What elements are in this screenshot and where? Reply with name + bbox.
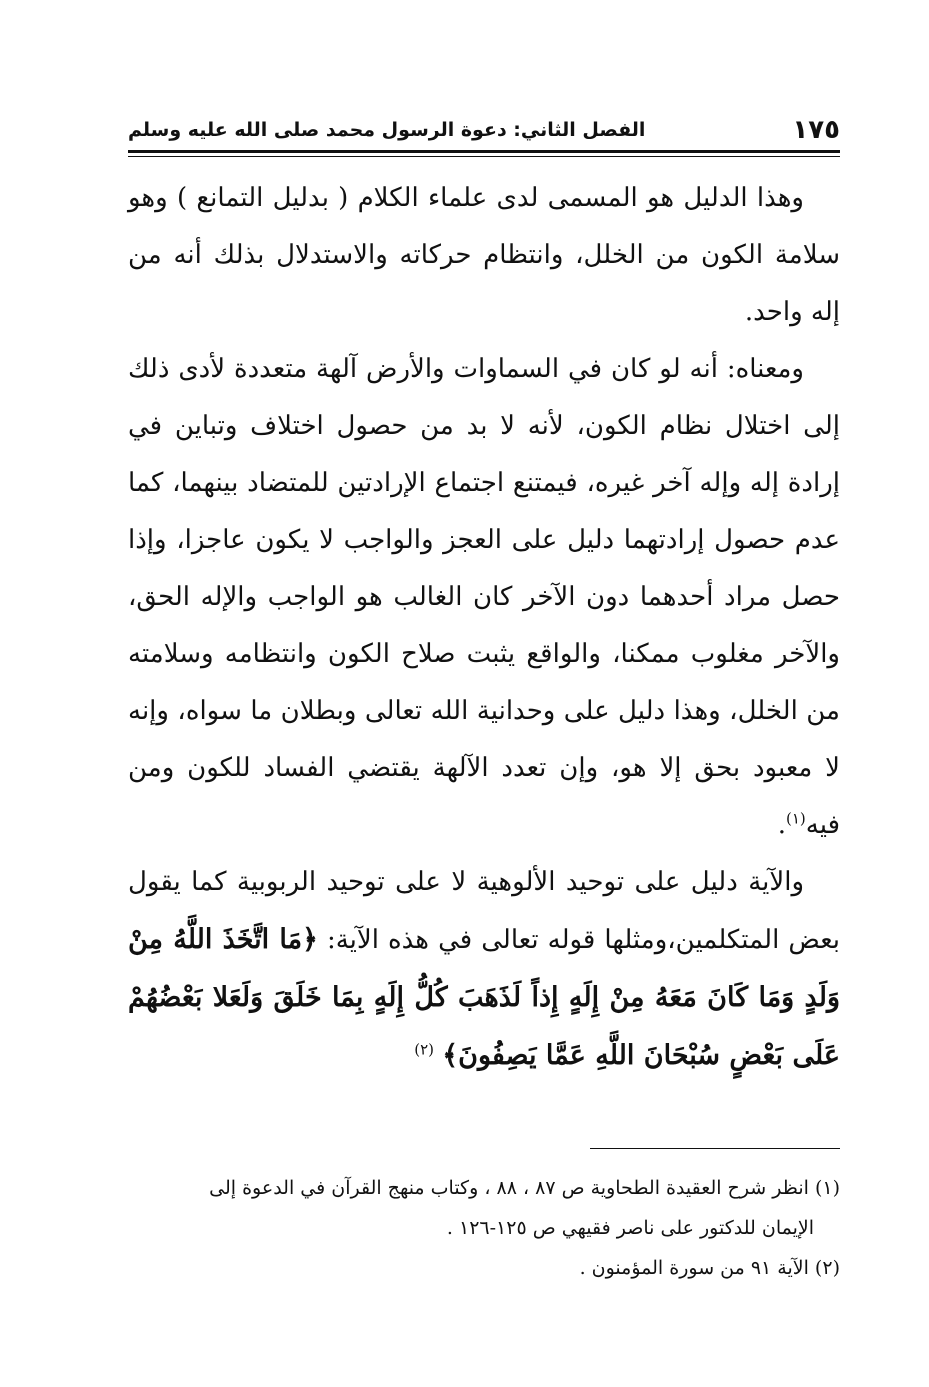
footnote-1-line-2: الإيمان للدكتور على ناصر فقيهي ص ١٢٥-١٢٦ .: [446, 1217, 814, 1239]
running-title: الفصل الثاني: دعوة الرسول محمد صلى الله عليه وسلم: [128, 119, 646, 141]
page-number: ١٧٥: [792, 115, 840, 145]
paragraph-2: [128, 341, 840, 854]
paragraph-3-text: والآية دليل على توحيد الألوهية لا على توحيد الربوبية كما يقول بعض المتكلمين،ومثلها قوله تعالى في هذه الآية:: [128, 867, 841, 955]
paragraph-3: [128, 854, 840, 1085]
main-text: [128, 170, 840, 1085]
footnote-1-line-1: (١) انظر شرح العقيدة الطحاوية ص ٨٧ ، ٨٨ ، وكتاب منهج القرآن في الدعوة إلى: [209, 1177, 840, 1199]
quran-verse: ﴿مَا اتَّخَذَ اللَّهُ مِنْ وَلَدٍ وَمَا كَانَ مَعَهُ مِنْ إِلَهٍ إِذاً لَذَهَبَ كُلُّ إِلَهٍ بِمَا خَلَقَ وَلَعَلا بَعْضُهُمْ عَلَى بَعْضٍ سُبْحَانَ اللَّهِ عَمَّا يَصِفُونَ﴾: [128, 924, 840, 1071]
footnote-ref-1: (١): [786, 809, 806, 828]
paragraph-1: وهذا الدليل هو المسمى لدى علماء الكلام ( بدليل التمانع ) وهو سلامة الكون من الخلل، وانتظام حركاته والاستدلال بذلك أنه من إله واحد.: [128, 183, 840, 327]
footnote-separator: [590, 1148, 840, 1149]
paragraph-2-text: ومعناه: أنه لو كان في السماوات والأرض آلهة متعددة لأدى ذلك إلى اختلال نظام الكون، لأنه لا بد من حصول اختلاف وتباين في إرادة إله وإله آخر غيره، فيمتنع اجتماع الإرادتين للمتضاد بينهما، كما عدم حصول إرادتهما دليل على العجز والواجب لا يكون عاجزا، وإذا حصل مراد أحدهما دون الآخر كان الغالب هو الواجب والإله الحق، والآخر مغلوب ممكنا، والواقع يثبت صلاح الكون وانتظامه وسلامته من الخلل، وهذا دليل على وحدانية الله تعالى وبطلان ما سواه، وإنه لا معبود بحق إلا هو، وإن تعدد الآلهة يقتضي الفساد للكون ومن فيه: [128, 354, 840, 840]
header-rule-thick: [128, 150, 840, 153]
footnote-ref-2: (٢): [414, 1040, 435, 1059]
footnote-2: (٢) الآية ٩١ من سورة المؤمنون .: [579, 1257, 840, 1279]
footnotes: [128, 1168, 840, 1288]
paragraph-2-end: .: [777, 810, 786, 840]
header-rule-thin: [128, 156, 840, 157]
page-header: [128, 112, 840, 148]
